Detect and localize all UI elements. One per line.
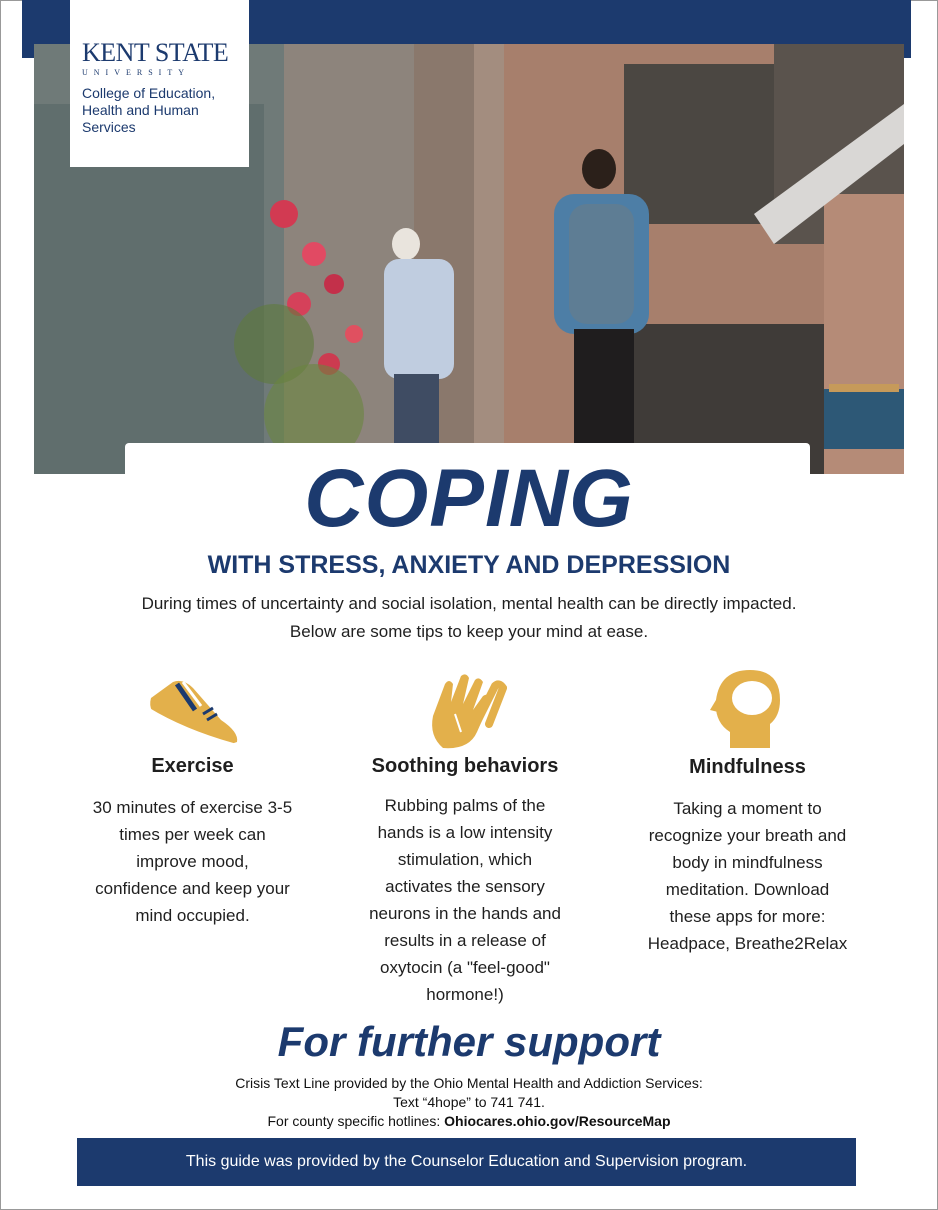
tip-body <box>70 794 315 929</box>
tip-line: oxytocin (a "feel-good" <box>380 958 550 977</box>
tip-line: Rubbing palms of the <box>384 796 546 815</box>
logo-college-line: Health and Human <box>82 102 199 118</box>
tip-heading: Soothing behaviors <box>371 755 559 777</box>
tip-line: body in mindfulness <box>672 853 823 872</box>
tip-line: these apps for more: <box>669 907 826 926</box>
support-line <box>0 1112 938 1131</box>
logo-name: KENT STATE <box>82 38 229 67</box>
footer-credit: This guide was provided by the Counselor Education and Supervision program. <box>77 1138 856 1186</box>
tip-line: results in a release of <box>384 931 546 950</box>
tip-line: recognize your breath and <box>648 826 847 845</box>
tip-body <box>345 792 585 1008</box>
tip-line: hands is a low intensity <box>377 823 553 842</box>
support-title: For further support <box>277 1018 661 1065</box>
support-line-prefix: For county specific hotlines: <box>267 1113 445 1129</box>
tip-line: 30 minutes of exercise 3-5 <box>92 798 293 817</box>
logo-college-line: College of Education, <box>82 85 216 101</box>
support-line: Crisis Text Line provided by the Ohio Mental Health and Addiction Services: <box>235 1075 703 1091</box>
tip-line: Taking a moment to <box>673 799 822 818</box>
tip-line: confidence and keep your <box>95 879 290 898</box>
tip-line: Headpace, Breathe2Relax <box>647 934 848 953</box>
support-line: Text “4hope” to 741 741. <box>393 1094 545 1110</box>
sneaker-icon <box>143 670 243 755</box>
tip-line: activates the sensory <box>385 877 545 896</box>
tip-line: hormone!) <box>426 985 504 1004</box>
resource-map-link[interactable]: Ohiocares.ohio.gov/ResourceMap <box>444 1113 671 1129</box>
support-info <box>0 1074 938 1131</box>
logo-college <box>82 85 249 136</box>
tip-line: improve mood, <box>136 852 249 871</box>
intro-line: Below are some tips to keep your mind at ease. <box>289 622 649 641</box>
tip-line: mind occupied. <box>135 906 250 925</box>
tip-heading: Exercise <box>151 755 234 777</box>
intro-text <box>0 590 938 646</box>
page-title: COPING <box>304 453 634 544</box>
clapping-hands-icon <box>423 670 507 759</box>
tip-heading: Mindfulness <box>689 756 806 778</box>
page-subtitle: WITH STRESS, ANXIETY AND DEPRESSION <box>207 551 731 579</box>
tip-line: stimulation, which <box>397 850 533 869</box>
logo-university: UNIVERSITY <box>82 68 190 77</box>
head-brain-icon <box>710 666 786 755</box>
tip-line: neurons in the hands and <box>369 904 561 923</box>
tip-line: times per week can <box>119 825 266 844</box>
logo-college-line: Services <box>82 119 136 135</box>
intro-line: During times of uncertainty and social isolation, mental health can be directly impacted. <box>141 594 797 613</box>
tip-body <box>625 795 870 957</box>
kent-state-logo <box>70 0 249 167</box>
tip-line: meditation. Download <box>665 880 830 899</box>
